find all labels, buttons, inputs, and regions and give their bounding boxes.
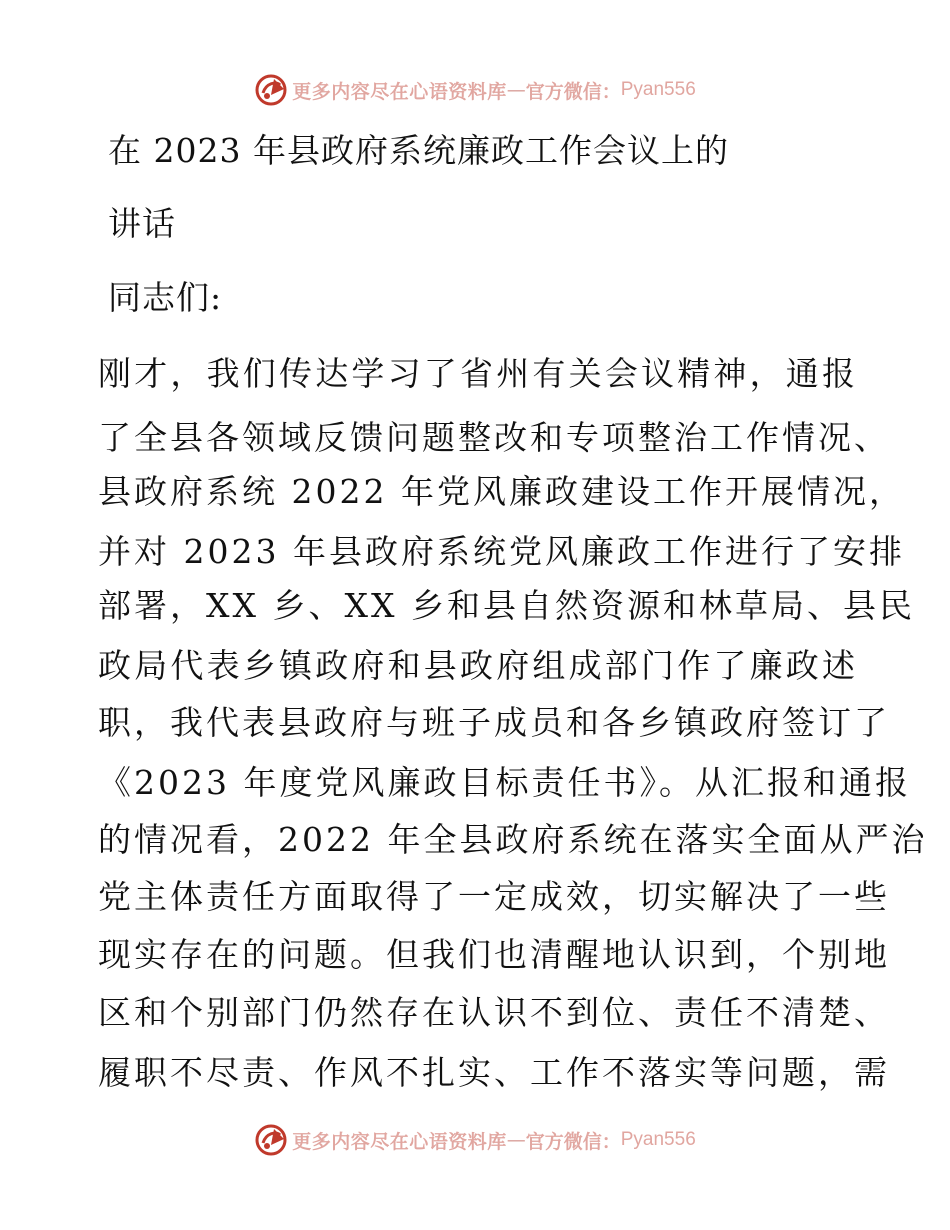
document-title-line2: 讲话 <box>108 204 176 243</box>
logo-icon <box>254 1123 288 1157</box>
body-line: 并对 2023 年县政府系统党风廉政工作进行了安排 <box>98 532 905 571</box>
body-line: 刚才，我们传达学习了省州有关会议精神，通报 <box>98 354 858 393</box>
document-title-line1: 在 2023 年县政府系统廉政工作会议上的 <box>108 131 729 170</box>
body-line: 的情况看，2022 年全县政府系统在落实全面从严治 <box>98 820 928 859</box>
body-line: 部署，XX 乡、XX 乡和县自然资源和林草局、县民 <box>98 586 915 625</box>
watermark-text: 更多内容尽在心语资料库 <box>292 80 507 103</box>
body-line: 区和个别部门仍然存在认识不到位、责任不清楚、 <box>98 993 890 1032</box>
watermark-text: 更多内容尽在心语资料库 <box>292 1130 507 1153</box>
watermark-separator: — <box>506 79 526 101</box>
watermark-separator: — <box>506 1129 526 1151</box>
salutation: 同志们: <box>108 278 223 317</box>
body-line: 履职不尽责、作风不扎实、工作不落实等问题，需 <box>98 1053 890 1092</box>
footer-watermark <box>0 1120 950 1160</box>
logo-icon <box>254 73 288 107</box>
body-line: 县政府系统 2022 年党风廉政建设工作开展情况， <box>98 472 905 511</box>
watermark-wechat-id: Pyan556 <box>620 1129 696 1150</box>
watermark-wechat-id: Pyan556 <box>620 79 696 100</box>
body-line: 《2023 年度党风廉政目标责任书》。从汇报和通报 <box>98 763 911 802</box>
body-line: 政局代表乡镇政府和县政府组成部门作了廉政述 <box>98 646 858 685</box>
watermark-wechat-label: 官方微信： <box>525 80 621 103</box>
header-watermark <box>0 70 950 110</box>
body-line: 党主体责任方面取得了一定成效，切实解决了一些 <box>98 877 890 916</box>
watermark-wechat-label: 官方微信： <box>525 1130 621 1153</box>
body-line: 现实存在的问题。但我们也清醒地认识到，个别地 <box>98 935 890 974</box>
body-line: 了全县各领域反馈问题整改和专项整治工作情况、 <box>98 418 890 457</box>
body-line: 职，我代表县政府与班子成员和各乡镇政府签订了 <box>98 703 890 742</box>
